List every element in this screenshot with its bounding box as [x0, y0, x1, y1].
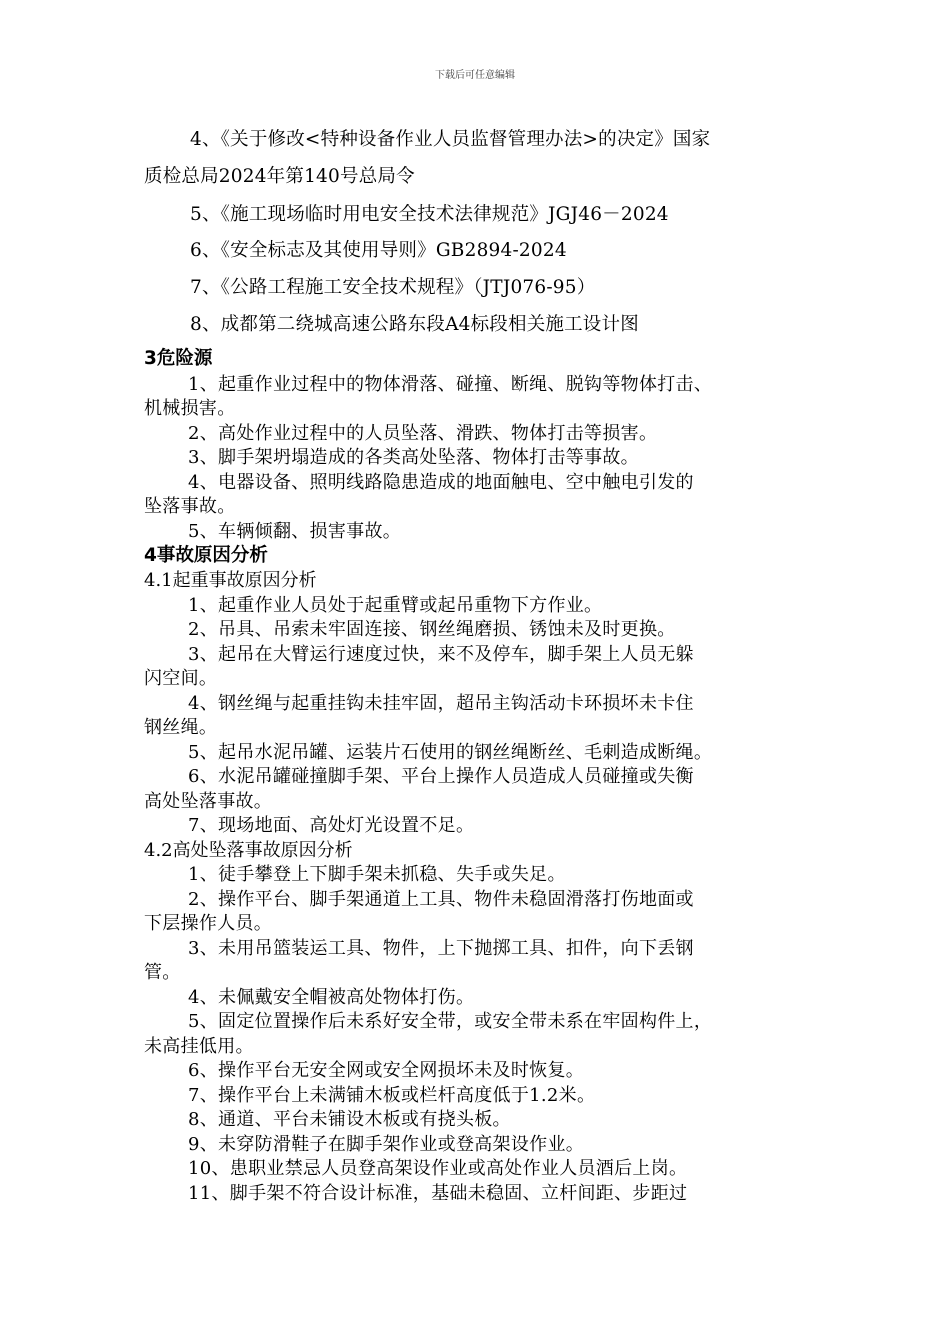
reference-6: 6、《安全标志及其使用导则》GB2894-2024 — [190, 240, 567, 261]
reference-4-line2: 质检总局2024年第140号总局令 — [144, 166, 415, 187]
subsection-4-2-item: 7、操作平台上未满铺木板或栏杆高度低于1.2米。 — [188, 1085, 596, 1106]
reference-8: 8、成都第二绕城高速公路东段A4标段相关施工设计图 — [190, 314, 639, 335]
section-3-item: 1、起重作业过程中的物体滑落、碰撞、断绳、脱钩等物体打击、 — [188, 374, 713, 395]
subsection-4-1-item: 高处坠落事故。 — [144, 791, 273, 812]
page-header: 下载后可任意编辑 — [435, 70, 515, 81]
subsection-4-1-item: 5、起吊水泥吊罐、运装片石使用的钢丝绳断丝、毛刺造成断绳。 — [188, 742, 713, 763]
section-3-heading: 3危险源 — [144, 348, 213, 369]
subsection-4-1-item: 7、现场地面、高处灯光设置不足。 — [188, 815, 475, 836]
subsection-4-1-heading: 4.1起重事故原因分析 — [144, 570, 317, 591]
subsection-4-2-item: 8、通道、平台未铺设木板或有挠头板。 — [188, 1109, 511, 1130]
subsection-4-1-item: 2、吊具、吊索未牢固连接、钢丝绳磨损、锈蚀未及时更换。 — [188, 619, 676, 640]
subsection-4-2-item: 管。 — [144, 962, 181, 983]
subsection-4-1-item: 4、钢丝绳与起重挂钩未挂牢固，超吊主钩活动卡环损坏未卡住 — [188, 693, 694, 714]
subsection-4-2-item: 11、脚手架不符合设计标准，基础未稳固、立杆间距、步距过 — [188, 1183, 688, 1204]
subsection-4-1-item: 6、水泥吊罐碰撞脚手架、平台上操作人员造成人员碰撞或失衡 — [188, 766, 694, 787]
section-3-item: 4、电器设备、照明线路隐患造成的地面触电、空中触电引发的 — [188, 472, 694, 493]
subsection-4-2-item: 9、未穿防滑鞋子在脚手架作业或登高架设作业。 — [188, 1134, 585, 1155]
subsection-4-2-item: 未高挂低用。 — [144, 1036, 254, 1057]
subsection-4-2-item: 10、患职业禁忌人员登高架设作业或高处作业人员酒后上岗。 — [188, 1158, 688, 1179]
subsection-4-2-item: 1、徒手攀登上下脚手架未抓稳、失手或失足。 — [188, 864, 566, 885]
section-3-item: 坠落事故。 — [144, 496, 236, 517]
subsection-4-2-item: 下层操作人员。 — [144, 913, 273, 934]
section-4-heading: 4事故原因分析 — [144, 545, 268, 566]
section-3-item: 2、高处作业过程中的人员坠落、滑跌、物体打击等损害。 — [188, 423, 658, 444]
subsection-4-1-item: 钢丝绳。 — [144, 717, 218, 738]
subsection-4-2-item: 5、固定位置操作后未系好安全带，或安全带未系在牢固构件上， — [188, 1011, 713, 1032]
section-3-item: 机械损害。 — [144, 398, 236, 419]
reference-7: 7、《公路工程施工安全技术规程》（JTJ076-95） — [190, 277, 596, 298]
subsection-4-1-item: 3、起吊在大臂运行速度过快，来不及停车，脚手架上人员无躲 — [188, 644, 694, 665]
reference-4-line1: 4、《关于修改<特种设备作业人员监督管理办法>的决定》国家 — [190, 129, 711, 150]
subsection-4-2-heading: 4.2高处坠落事故原因分析 — [144, 840, 353, 861]
subsection-4-1-item: 闪空间。 — [144, 668, 218, 689]
subsection-4-2-item: 6、操作平台无安全网或安全网损坏未及时恢复。 — [188, 1060, 585, 1081]
section-3-item: 3、脚手架坍塌造成的各类高处坠落、物体打击等事故。 — [188, 447, 639, 468]
subsection-4-2-item: 3、未用吊篮装运工具、物件，上下抛掷工具、扣件，向下丢钢 — [188, 938, 694, 959]
subsection-4-2-item: 2、操作平台、脚手架通道上工具、物件未稳固滑落打伤地面或 — [188, 889, 694, 910]
subsection-4-1-item: 1、起重作业人员处于起重臂或起吊重物下方作业。 — [188, 595, 603, 616]
section-3-item: 5、车辆倾翻、损害事故。 — [188, 521, 402, 542]
subsection-4-2-item: 4、未佩戴安全帽被高处物体打伤。 — [188, 987, 475, 1008]
reference-5: 5、《施工现场临时用电安全技术法律规范》JGJ46－2024 — [190, 204, 669, 225]
